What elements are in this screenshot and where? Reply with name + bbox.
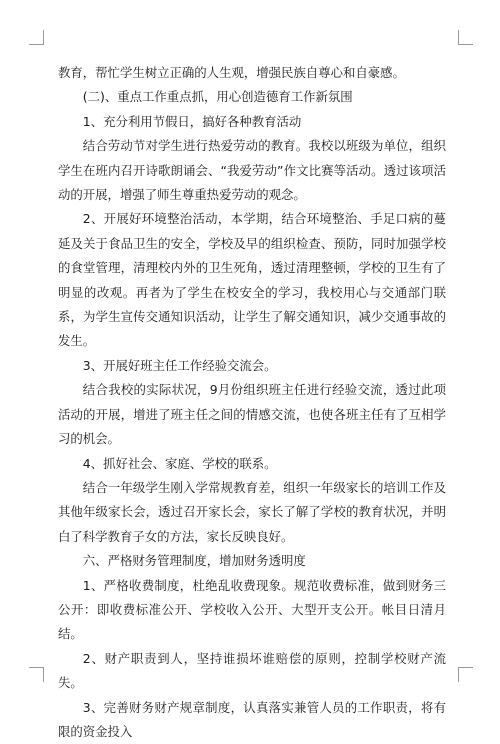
item-heading: 3、开展好班主任工作经验交流会。 — [82, 357, 277, 373]
paragraph: 结合我校的实际状况，9月份组织班主任进行经验交流，透过此项活动的开展，增进了班主任之间的情感交流，也使各班主任有了互相学习的机会。 — [58, 382, 446, 447]
crop-mark-top-right — [458, 30, 473, 45]
paragraph: 1、严格收费制度，杜绝乱收费现象。规范收费标准，做到财务三公开：即收费标准公开、学校收入公开、大型开支公开。帐目日清月结。 — [58, 577, 446, 642]
crop-mark-bottom-right — [458, 667, 473, 682]
paragraph: 结合一年级学生刚入学常规教育差，组织一年级家长的培训工作及其他年级家长会，透过召开家长会，家长了解了学校的教育状况，并明白了科学教育子女的方法，家长反映良好。 — [58, 479, 446, 544]
paragraph: 2、财产职责到人，坚持谁损坏谁赔偿的原则，控制学校财产流失。 — [58, 650, 446, 691]
paragraph: 2、开展好环境整治活动，本学期，结合环境整治、手足口病的蔓延及关于食品卫生的安全，学校及早的组织检查、预防，同时加强学校的食堂管理，清理校内外的卫生死角，透过清理整顿，学校的卫生有了明显的改观。再者为了学生在校安全的学习，我校用心与交通部门联系，为学生宣传交通知识活动，让学生了解交通知识，减少交通事故的发生。 — [58, 211, 446, 349]
document-body — [58, 61, 446, 744]
item-heading: 4、抓好社会、家庭、学校的联系。 — [82, 455, 277, 471]
paragraph: 教育，帮忙学生树立正确的人生观，增强民族自尊心和自豪感。 — [58, 65, 405, 80]
crop-mark-bottom-left — [29, 667, 44, 682]
item-heading: 1、充分利用节假日，搞好各种教育活动 — [82, 113, 302, 129]
paragraph: 结合劳动节对学生进行热爱劳动的教育。我校以班级为单位，组织学生在班内召开诗歌朗诵会、“我爱劳动”作文比赛等活动。透过该项活动的开展，增强了师生尊重热爱劳动的观念。 — [58, 138, 446, 203]
section-heading: 六、严格财务管理制度，增加财务透明度 — [82, 553, 306, 569]
paragraph: 3、完善财务财产规章制度，认真落实兼管人员的工作职责，将有限的资金投入 — [58, 699, 446, 739]
crop-mark-top-left — [29, 30, 44, 45]
section-heading: (二)、重点工作重点抓，用心创造德育工作新氛围 — [82, 89, 353, 105]
